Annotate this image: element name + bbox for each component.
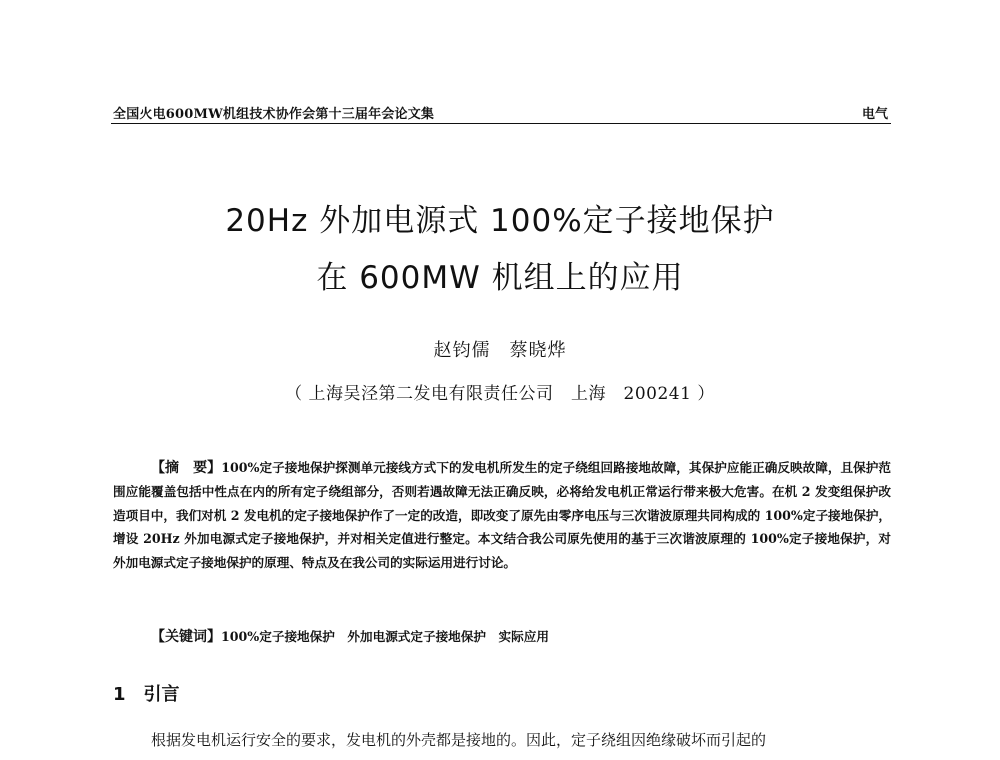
section-number: 1 bbox=[113, 684, 126, 705]
keywords-text: 100%定子接地保护 外加电源式定子接地保护 实际应用 bbox=[221, 629, 549, 644]
paper-title-line-2: 在 600MW 机组上的应用 bbox=[316, 260, 684, 296]
abstract bbox=[113, 456, 891, 574]
abstract-label: 【摘 要】 bbox=[151, 460, 222, 476]
header-divider bbox=[111, 123, 891, 124]
body-paragraph: 根据发电机运行安全的要求，发电机的外壳都是接地的。因此，定子绕组因绝缘破坏而引起的 bbox=[151, 731, 767, 749]
affiliation: （ 上海吴泾第二发电有限责任公司 上海 200241 ） bbox=[285, 384, 715, 404]
section-heading bbox=[113, 680, 180, 706]
keywords-label: 【关键词】 bbox=[151, 629, 221, 645]
authors: 赵钧儒 蔡晓烨 bbox=[433, 340, 567, 361]
section-title: 引言 bbox=[143, 684, 180, 705]
paper-title-line-1: 20Hz 外加电源式 100%定子接地保护 bbox=[225, 203, 775, 239]
abstract-text: 100%定子接地保护探测单元接线方式下的发电机所发生的定子绕组回路接地故障，其保护应能正确反映故障，且保护范围应能覆盖包括中性点在内的所有定子绕组部分，否则若遇故障无法正确反映，必将给发电机正常运行带来极大危害。在机 2 发变组保护改造项目中，我们对机 2 发电机的定子接地保护作了一定的改造，即改变了原先由零序电压与三次谐波原理共同构成的 100%定子接地保护，增设 20Hz 外加电源式定子接地保护，并对相关定值进行整定。本文结合我公司原先使用的基于三次谐波原理的 100%定子接地保护，对外加电源式定子接地保护的原理、特点及在我公司的实际运用进行讨论。 bbox=[113, 460, 892, 570]
running-header-title: 全国火电600MW机组技术协作会第十三届年会论文集 bbox=[113, 107, 435, 122]
keywords bbox=[151, 626, 549, 646]
running-header-section: 电气 bbox=[861, 107, 888, 122]
